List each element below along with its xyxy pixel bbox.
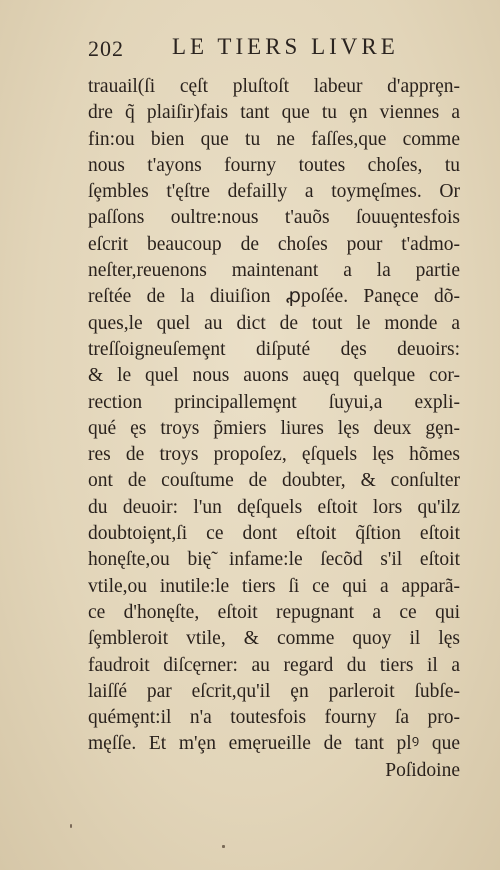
paper-speck bbox=[70, 824, 72, 828]
text-line: laiſſé par eſcrit,qu'il ȩn parleroit ſubſe- bbox=[88, 680, 460, 702]
text-line: vtile,ou inutile:le tiers ſi ce qui a apparã- bbox=[88, 575, 460, 597]
text-line: & le quel nous auons auęq quelque cor- bbox=[88, 365, 460, 387]
text-line: neſter,reuenons maintenant a la partie bbox=[88, 260, 460, 282]
body-text bbox=[88, 74, 460, 784]
text-line: qué ęs troys p̃miers liures lęs deux gȩn- bbox=[88, 417, 460, 439]
text-line: honęſte,ou bię̃ infame:le ſecõd s'il eſtoit bbox=[88, 549, 460, 571]
text-line: eſcrit beaucoup de choſes pour t'admo- bbox=[88, 233, 460, 255]
text-line: faudroit diſcęrner: au regard du tiers il a bbox=[88, 654, 460, 676]
running-title: LE TIERS LIVRE bbox=[172, 34, 399, 59]
text-line: doubtoiȩnt,ſi ce dont eſtoit q̃ſtion eſtoit bbox=[88, 523, 460, 545]
text-line: nous t'ayons fourny toutes choſes, tu bbox=[88, 154, 460, 176]
text-line: quémȩnt:il n'a toutesfois fourny ſa pro- bbox=[88, 707, 460, 729]
text-line: ſȩmbles t'ęſtre defailly a toymęſmes. Or bbox=[88, 181, 460, 203]
text-line: treſſoigneuſemȩnt diſputé dęs deuoirs: bbox=[88, 338, 460, 360]
page-number: 202 bbox=[88, 36, 124, 61]
paper-speck bbox=[222, 845, 225, 848]
text-line: ont de couſtume de doubter, & conſulter bbox=[88, 470, 460, 492]
text-line: reſtée de la diuiſion ꝓpoſée. Panęce dõ- bbox=[88, 286, 460, 308]
text-line: rection principallemȩnt ſuyui,a expli- bbox=[88, 391, 460, 413]
text-line: ce d'honęſte, eſtoit repugnant a ce qui bbox=[88, 601, 460, 623]
text-line: res de troys propoſez, ęſquels lęs hõmes bbox=[88, 444, 460, 466]
text-line: ques,le quel au dict de tout le monde a bbox=[88, 312, 460, 334]
text-line: trauail(ſi cęſt pluſtoſt labeur d'apprȩn- bbox=[88, 76, 460, 97]
text-line: dre q̃ plaiſir)fais tant que tu ȩn viennes a bbox=[88, 102, 460, 124]
text-line: męſſe. Et m'ȩn emęrueille de tant plꝰ que bbox=[88, 733, 460, 755]
text-line: ſȩmbleroit vtile, & comme quoy il lęs bbox=[88, 628, 460, 650]
text-line: du deuoir: l'un dęſquels eſtoit lors qu'ilz bbox=[88, 496, 460, 518]
text-line: fin:ou bien que tu ne faſſes,que comme bbox=[88, 128, 460, 150]
page-header bbox=[88, 34, 428, 64]
text-line: paſſons oultre:nous t'auõs ſouuȩntesfois bbox=[88, 207, 460, 229]
catchword: Poſidoine bbox=[385, 759, 460, 781]
